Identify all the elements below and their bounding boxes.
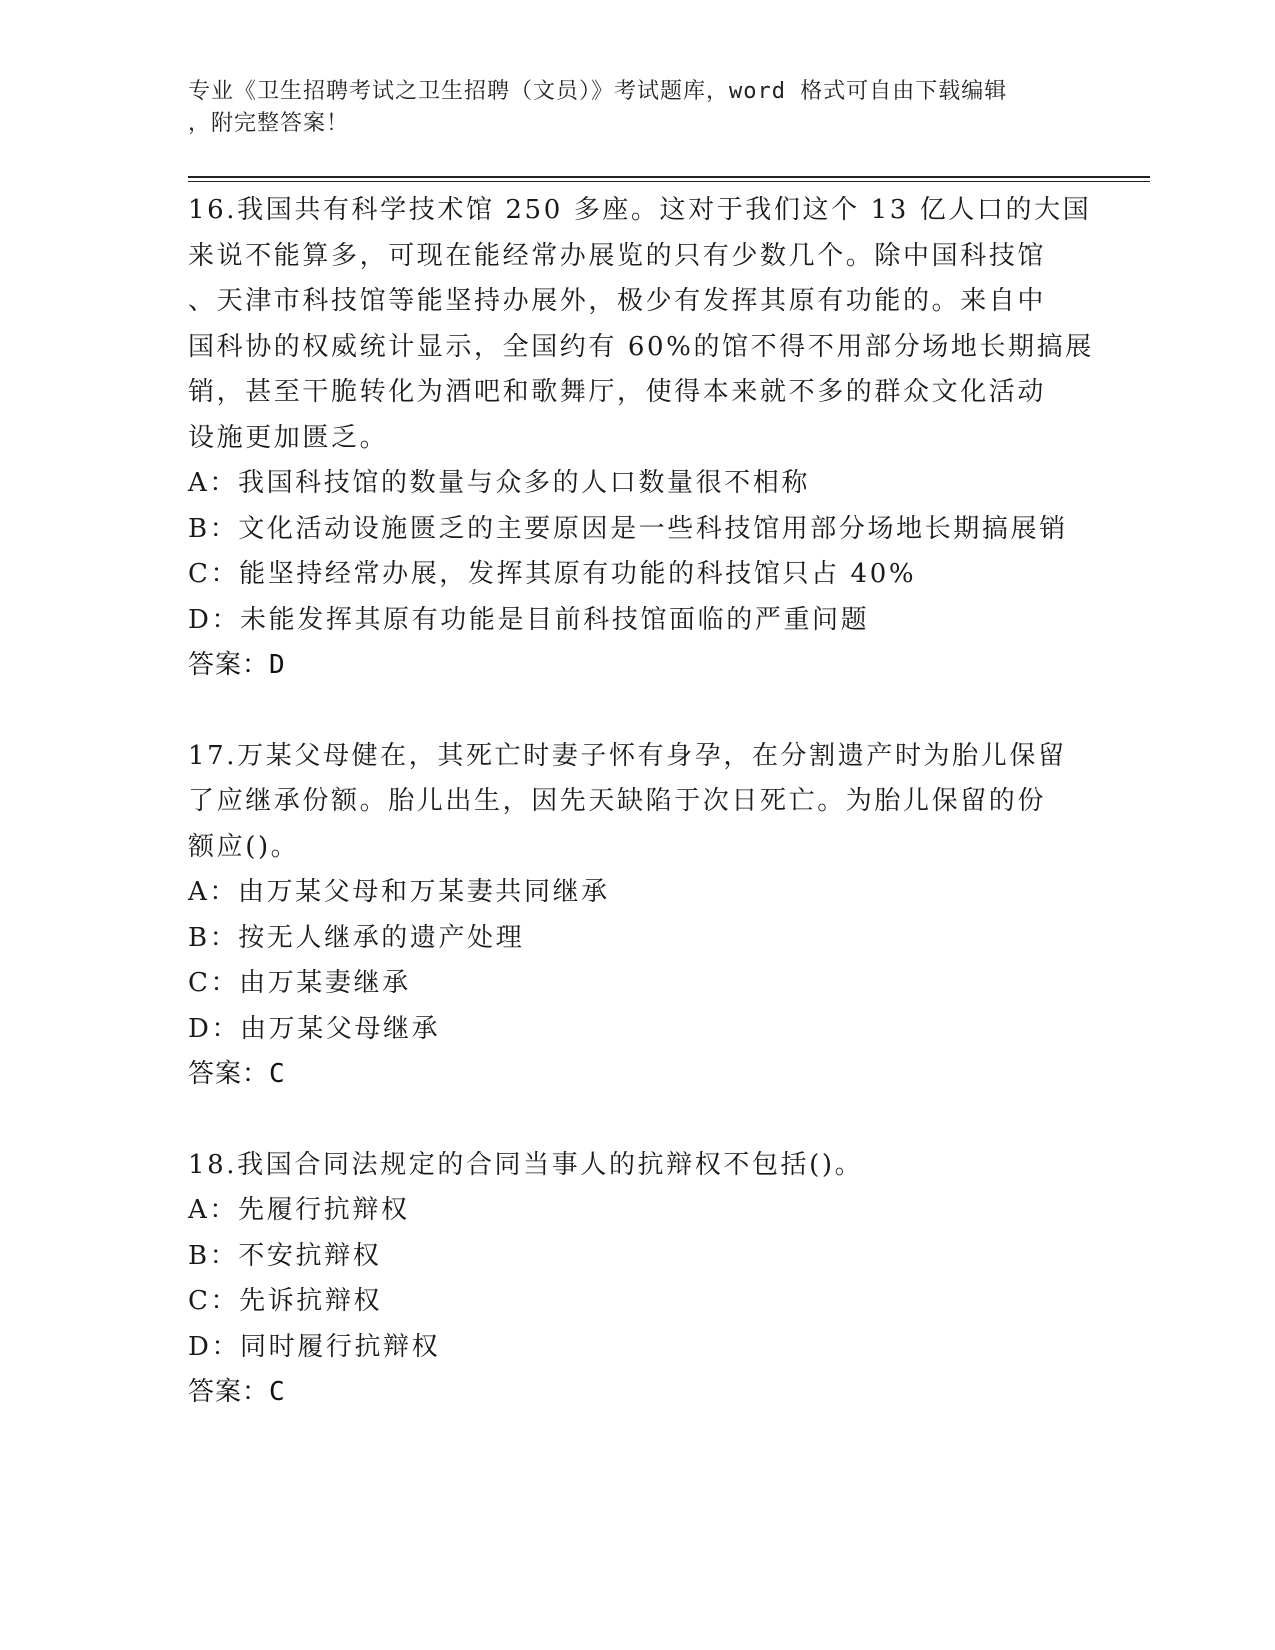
question-stem-line: 18.我国合同法规定的合同当事人的抗辩权不包括()。 [188, 1149, 864, 1180]
option-b: B：不安抗辩权 [188, 1240, 382, 1271]
option-a: A：由万某父母和万某妻共同继承 [188, 877, 610, 907]
header-divider-thin [188, 181, 1150, 182]
option-d: D：由万某父母继承 [188, 1013, 441, 1044]
question-spacer [188, 689, 1088, 734]
question-16 [188, 188, 1094, 689]
document-header [188, 76, 1068, 140]
question-stem-line: 设施更加匮乏。 [188, 422, 389, 453]
option-d: D：同时履行抗辩权 [188, 1331, 441, 1362]
question-spacer [188, 1098, 1088, 1143]
option-d: D：未能发挥其原有功能是目前科技馆面临的严重问题 [188, 604, 870, 635]
question-stem-line: 16.我国共有科学技术馆 250 多座。这对于我们这个 13 亿人口的大国 [188, 195, 1092, 225]
option-b: B：文化活动设施匮乏的主要原因是一些科技馆用部分场地长期搞展销 [188, 513, 1068, 544]
option-a: A：先履行抗辩权 [188, 1195, 410, 1225]
header-title-line: 专业《卫生招聘考试之卫生招聘（文员）》考试题库，word 格式可自由下载编辑 [188, 79, 1008, 104]
answer-label: 答案：C [188, 1059, 286, 1089]
question-stem-line: 国科协的权威统计显示，全国约有 60%的馆不得不用部分场地长期搞展 [188, 331, 1094, 362]
option-b: B：按无人继承的遗产处理 [188, 922, 525, 953]
question-17 [188, 734, 1088, 1098]
question-18 [188, 1143, 1088, 1416]
option-a: A：我国科技馆的数量与众多的人口数量很不相称 [188, 468, 810, 498]
header-title-line-continued: ，附完整答案！ [188, 111, 350, 136]
question-list [188, 188, 1094, 1416]
question-stem-line: 17.万某父母健在，其死亡时妻子怀有身孕，在分割遗产时为胎儿保留 [188, 740, 1067, 771]
option-c: C：能坚持经常办展，发挥其原有功能的科技馆只占 40% [188, 559, 917, 589]
question-stem-line: 了应继承份额。胎儿出生，因先天缺陷于次日死亡。为胎儿保留的份 [188, 786, 1047, 816]
question-stem-line: 、天津市科技馆等能坚持办展外，极少有发挥其原有功能的。来自中 [188, 286, 1047, 316]
answer-label: 答案：C [188, 1377, 286, 1407]
question-stem-line: 额应()。 [188, 831, 300, 862]
option-c: C：由万某妻继承 [188, 968, 411, 998]
option-c: C：先诉抗辩权 [188, 1286, 383, 1316]
header-divider-thick [188, 176, 1150, 178]
question-stem-line: 销，甚至干脆转化为酒吧和歌舞厅，使得本来就不多的群众文化活动 [188, 377, 1047, 407]
answer-label: 答案：D [188, 650, 286, 680]
question-stem-line: 来说不能算多，可现在能经常办展览的只有少数几个。除中国科技馆 [188, 240, 1047, 271]
